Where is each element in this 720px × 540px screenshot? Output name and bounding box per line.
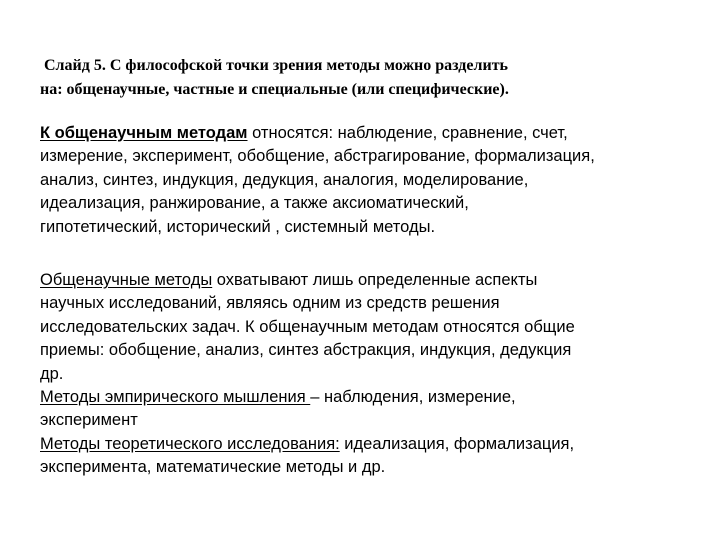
general-methods-line-4: идеализация, ранжирование, а также аксиоматический, [40, 194, 469, 213]
scope-text: охватывают лишь определенные аспекты [212, 271, 538, 289]
scope-line-4: приемы: обобщение, анализ, синтез абстракция, индукция, дедукция [40, 341, 572, 360]
empirical-line-2: эксперимент [40, 411, 138, 430]
theoretical-line-1 [40, 433, 700, 456]
empirical-heading: Методы эмпирического мышления [40, 388, 311, 407]
theoretical-line-2: эксперимента, математические методы и др. [40, 458, 386, 477]
general-methods-line-1 [40, 122, 700, 145]
empirical-line-1 [40, 386, 700, 409]
theoretical-heading: Методы теоретического исследования: [40, 434, 340, 453]
general-methods-line-3: анализ, синтез, индукция, дедукция, аналогия, моделирование, [40, 170, 529, 189]
title-line-1: Слайд 5. С философской точки зрения методы можно разделить [44, 57, 509, 74]
general-methods-text: относятся: наблюдение, сравнение, счет, [247, 124, 568, 142]
general-methods-paragraph [40, 122, 700, 239]
general-methods-line-5: гипотетический, исторический , системный методы. [40, 217, 436, 236]
scope-line-5: др. [40, 364, 64, 383]
slide-title [40, 54, 694, 102]
methods-detail-section [40, 269, 700, 480]
scope-heading: Общенаучные методы [40, 271, 213, 289]
empirical-text: – наблюдения, измерение, [310, 388, 516, 407]
scope-line-2: научных исследований, являясь одним из средств решения [40, 294, 500, 313]
title-line-2: на: общенаучные, частные и специальные (или специфические). [40, 81, 509, 98]
general-methods-line-2: измерение, эксперимент, обобщение, абстрагирование, формализация, [40, 147, 595, 166]
theoretical-text: идеализация, формализация, [339, 434, 575, 453]
scope-line-3: исследовательских задач. К общенаучным методам относятся общие [40, 317, 575, 336]
scope-line-1 [40, 269, 700, 292]
general-methods-heading: К общенаучным методам [40, 124, 248, 142]
